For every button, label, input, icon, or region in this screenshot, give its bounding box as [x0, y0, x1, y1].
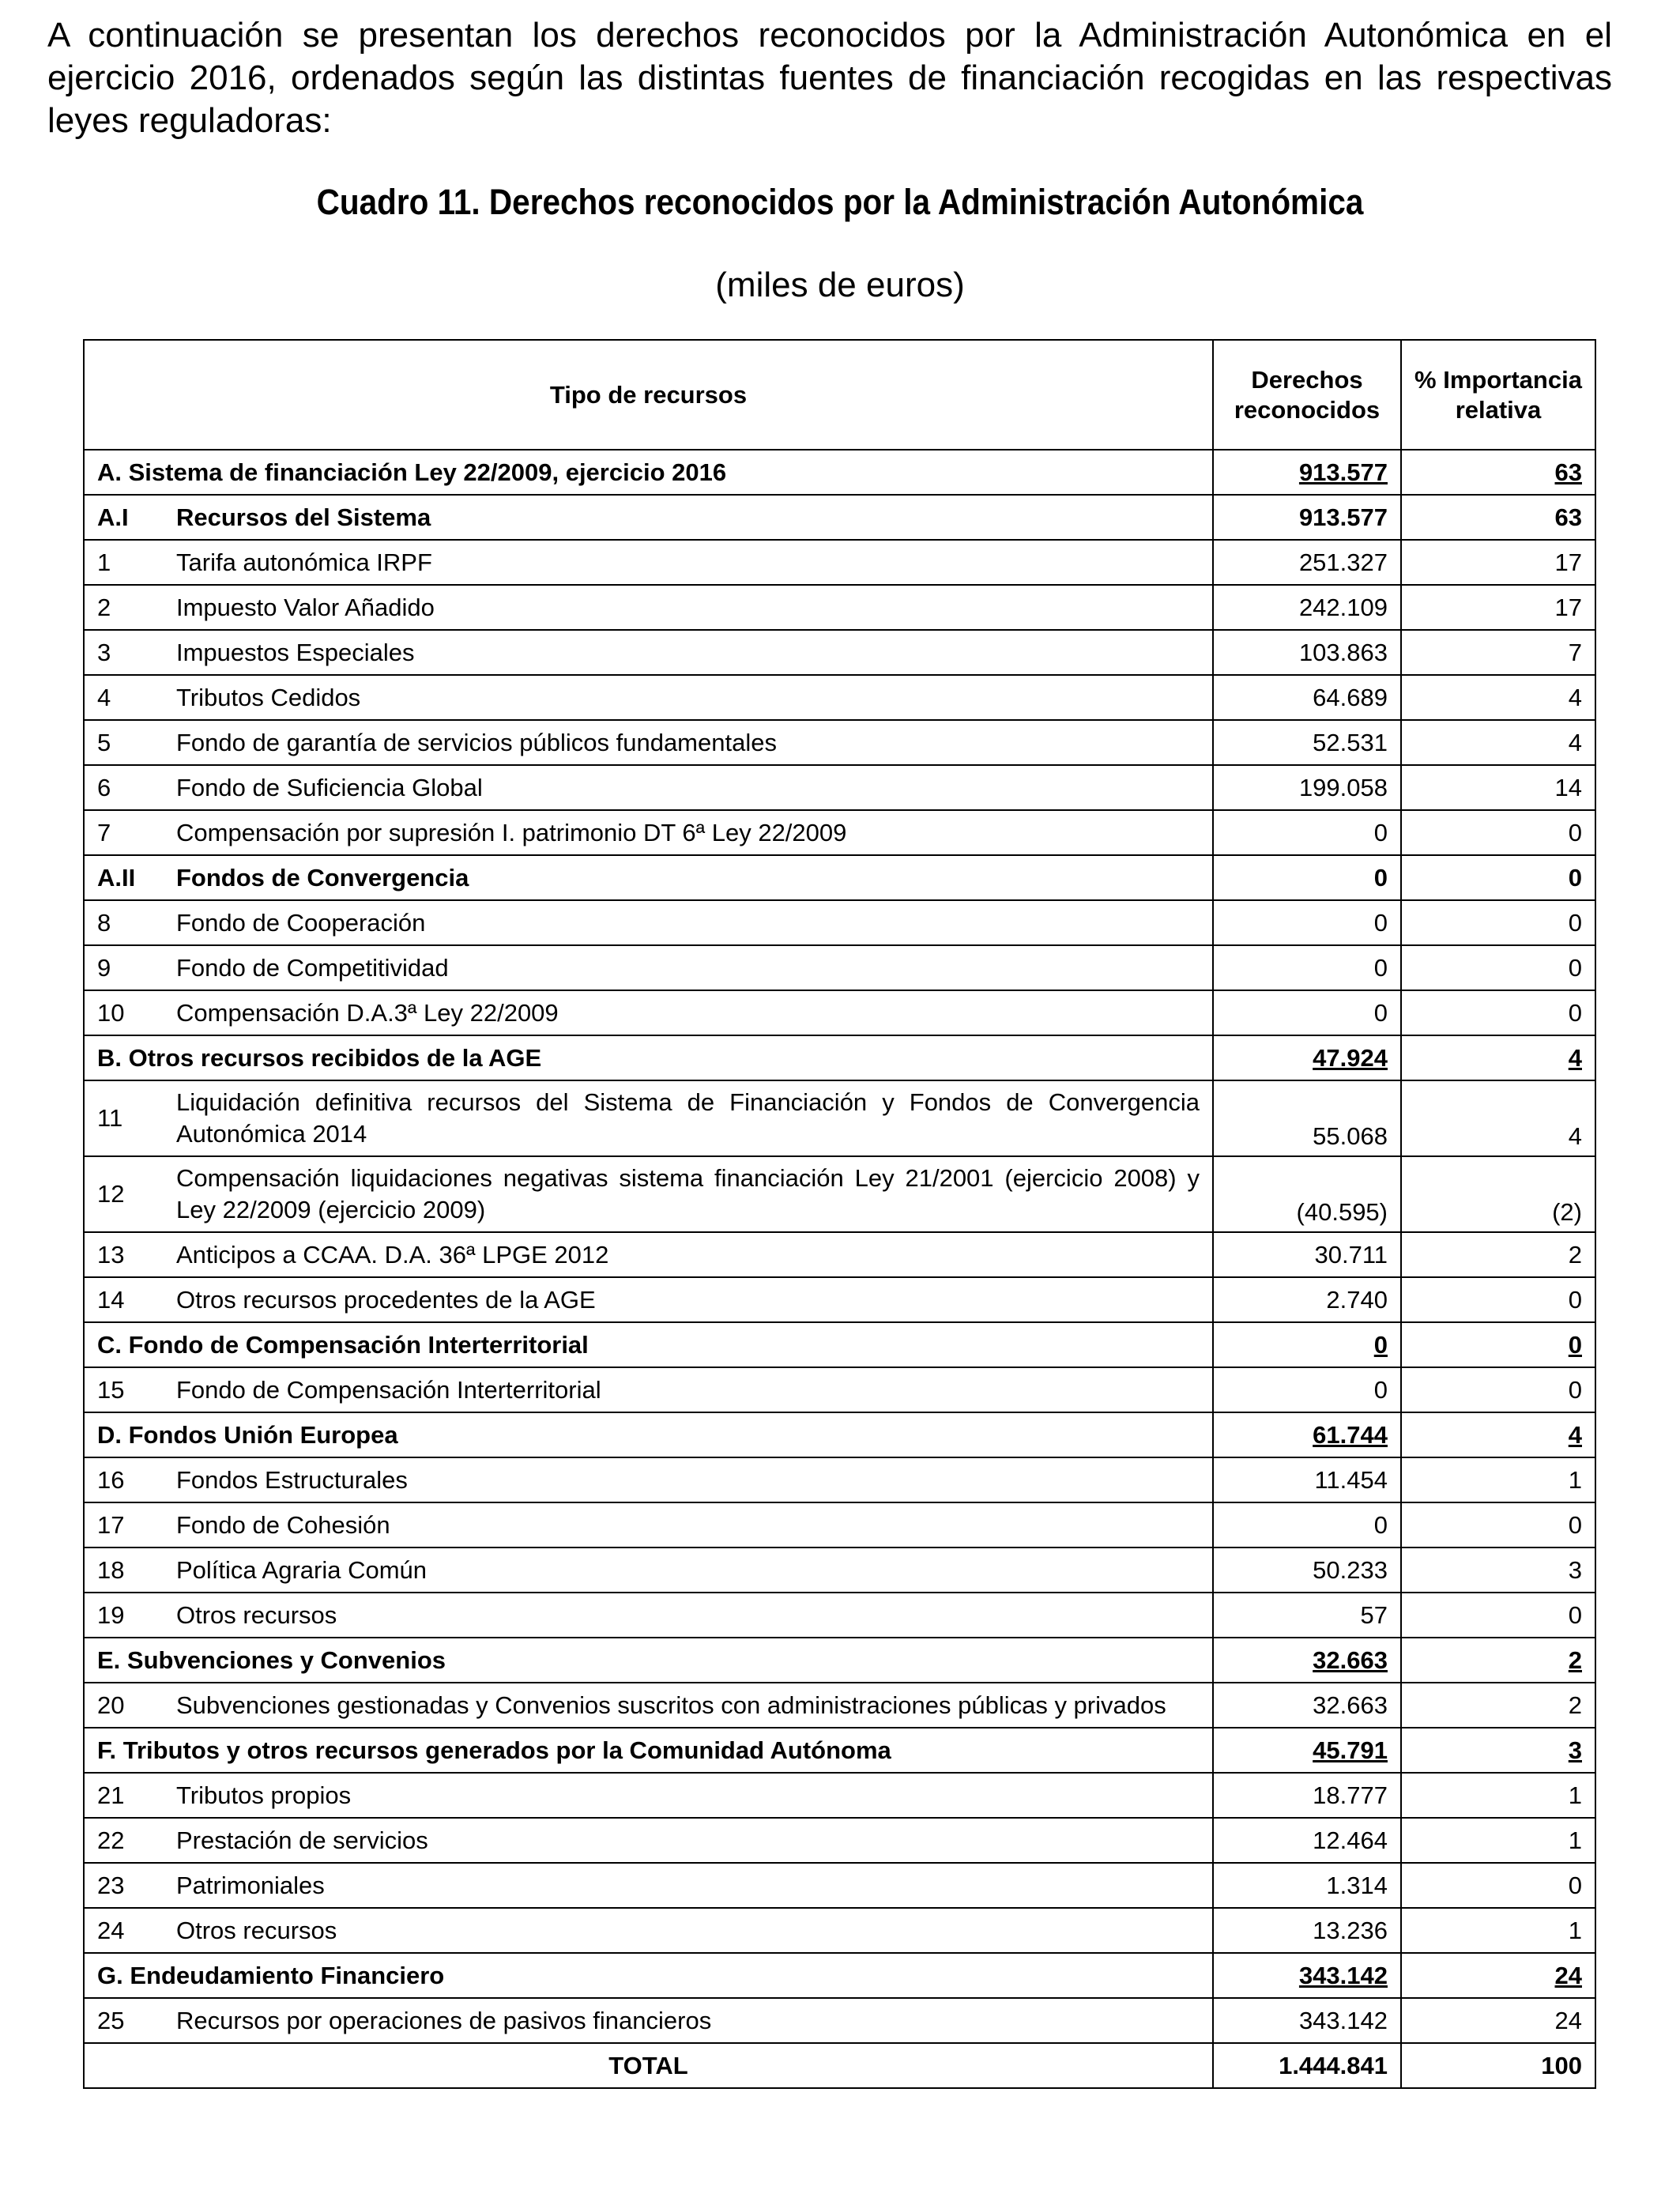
pct-value: 0	[1401, 1863, 1595, 1908]
row-label: Prestación de servicios	[176, 1826, 428, 1854]
row-code: 3	[97, 638, 111, 666]
row-label-cell	[84, 855, 1213, 900]
row-label: Impuestos Especiales	[176, 638, 415, 666]
pct-value: 63	[1401, 450, 1595, 495]
row-label: Otros recursos procedentes de la AGE	[176, 1285, 596, 1314]
pct-value: (2)	[1401, 1156, 1595, 1232]
row-label-cell	[84, 1080, 1213, 1156]
row-code: 13	[97, 1240, 125, 1269]
row-code: A.I	[97, 503, 129, 531]
row-label-cell	[84, 540, 1213, 585]
derechos-value: 52.531	[1213, 720, 1401, 765]
row-label-cell	[84, 1547, 1213, 1593]
row-label-cell	[84, 720, 1213, 765]
pct-value: 0	[1401, 1367, 1595, 1412]
section-label: A. Sistema de financiación Ley 22/2009, ejercicio 2016	[97, 458, 727, 486]
pct-value: 1	[1401, 1908, 1595, 1953]
pct-value: 2	[1401, 1638, 1595, 1683]
table-row	[84, 945, 1595, 990]
table-row	[84, 1367, 1595, 1412]
row-label: Compensación por supresión I. patrimonio DT 6ª Ley 22/2009	[176, 818, 847, 846]
header-derechos: Derechos reconocidos	[1213, 340, 1401, 450]
table-title: Cuadro 11. Derechos reconocidos por la Administración Autonómica	[316, 182, 1364, 222]
table-row	[84, 450, 1595, 495]
row-label: Fondo de garantía de servicios públicos fundamentales	[176, 728, 777, 756]
row-label-cell	[84, 585, 1213, 630]
row-code: 18	[97, 1555, 125, 1584]
pct-value: 4	[1401, 1080, 1595, 1156]
row-label-cell	[84, 1412, 1213, 1457]
row-label: Fondo de Suficiencia Global	[176, 773, 483, 801]
pct-value: 14	[1401, 765, 1595, 810]
row-label: Política Agraria Común	[176, 1555, 428, 1584]
table-row	[84, 1035, 1595, 1080]
table-row	[84, 1998, 1595, 2043]
row-label-cell	[84, 945, 1213, 990]
table-row	[84, 1156, 1595, 1232]
intro-paragraph: A continuación se presentan los derechos reconocidos por la Administración Autonómica en el ejercicio 2016, ordenados según las distintas fuentes de financiación recogidas en las respectivas leyes reguladoras:	[47, 16, 1612, 140]
derechos-value: 11.454	[1213, 1457, 1401, 1502]
pct-value: 4	[1401, 720, 1595, 765]
pct-value: 63	[1401, 495, 1595, 540]
pct-value: 4	[1401, 1412, 1595, 1457]
row-label: Otros recursos	[176, 1916, 337, 1944]
pct-value: 0	[1401, 1322, 1595, 1367]
row-label: Otros recursos	[176, 1600, 337, 1629]
pct-value: 1	[1401, 1457, 1595, 1502]
row-code: 19	[97, 1600, 125, 1629]
row-code: 14	[97, 1285, 125, 1314]
derechos-value: 18.777	[1213, 1773, 1401, 1818]
row-code: 9	[97, 953, 111, 982]
derechos-value: (40.595)	[1213, 1156, 1401, 1232]
pct-value: 1	[1401, 1818, 1595, 1863]
pct-value: 4	[1401, 1035, 1595, 1080]
row-label-cell	[84, 630, 1213, 675]
row-label-cell	[84, 810, 1213, 855]
table-row	[84, 1322, 1595, 1367]
total-value: 1.444.841	[1213, 2043, 1401, 2088]
table-row	[84, 900, 1595, 945]
row-label-cell	[84, 1457, 1213, 1502]
pct-value: 0	[1401, 990, 1595, 1035]
pct-value: 0	[1401, 810, 1595, 855]
table-row	[84, 1232, 1595, 1277]
pct-value: 17	[1401, 585, 1595, 630]
row-label-cell	[84, 1863, 1213, 1908]
row-label: Fondo de Competitividad	[176, 953, 449, 982]
pct-value: 0	[1401, 1502, 1595, 1547]
derechos-value: 0	[1213, 990, 1401, 1035]
row-label-cell	[84, 1232, 1213, 1277]
derechos-value: 13.236	[1213, 1908, 1401, 1953]
section-label: E. Subvenciones y Convenios	[97, 1646, 446, 1674]
row-code: 20	[97, 1691, 125, 1719]
table-row	[84, 720, 1595, 765]
derechos-value: 0	[1213, 810, 1401, 855]
row-code: 15	[97, 1375, 125, 1404]
row-label-cell	[84, 765, 1213, 810]
row-label: Liquidación definitiva recursos del Sistema de Financiación y Fondos de Convergencia Autonómica 2014	[176, 1088, 1200, 1148]
row-label: Fondos de Convergencia	[176, 863, 469, 892]
section-label: F. Tributos y otros recursos generados por la Comunidad Autónoma	[97, 1736, 891, 1764]
row-label-cell	[84, 1773, 1213, 1818]
table-row	[84, 1080, 1595, 1156]
row-label: Recursos por operaciones de pasivos financieros	[176, 2006, 712, 2034]
row-code: 11	[97, 1104, 123, 1132]
row-code: 16	[97, 1465, 125, 1494]
row-code: 7	[97, 818, 111, 846]
table-row	[84, 540, 1595, 585]
pct-value: 24	[1401, 1998, 1595, 2043]
row-label: Recursos del Sistema	[176, 503, 431, 531]
table-row	[84, 1412, 1595, 1457]
table-row	[84, 1547, 1595, 1593]
derechos-value: 57	[1213, 1593, 1401, 1638]
row-label-cell	[84, 1035, 1213, 1080]
table-row	[84, 810, 1595, 855]
row-label-cell	[84, 1728, 1213, 1773]
section-label: C. Fondo de Compensación Interterritorial	[97, 1330, 589, 1359]
pct-value: 0	[1401, 855, 1595, 900]
table-row	[84, 1773, 1595, 1818]
row-code: 6	[97, 773, 111, 801]
table-row	[84, 1953, 1595, 1998]
table-row	[84, 1818, 1595, 1863]
row-label-cell	[84, 990, 1213, 1035]
row-label: Fondos Estructurales	[176, 1465, 408, 1494]
table-row	[84, 990, 1595, 1035]
derechos-value: 32.663	[1213, 1683, 1401, 1728]
row-code: 1	[97, 548, 111, 576]
row-code: 23	[97, 1871, 125, 1899]
pct-value: 24	[1401, 1953, 1595, 1998]
row-label: Tributos Cedidos	[176, 683, 361, 711]
header-pct: % Importancia relativa	[1401, 340, 1595, 450]
derechos-value: 30.711	[1213, 1232, 1401, 1277]
derechos-table	[83, 339, 1596, 2089]
derechos-value: 32.663	[1213, 1638, 1401, 1683]
derechos-value: 0	[1213, 855, 1401, 900]
derechos-value: 343.142	[1213, 1953, 1401, 1998]
row-label-cell	[84, 1277, 1213, 1322]
pct-value: 0	[1401, 900, 1595, 945]
row-label: Impuesto Valor Añadido	[176, 593, 435, 621]
derechos-value: 343.142	[1213, 1998, 1401, 2043]
row-label: Fondo de Compensación Interterritorial	[176, 1375, 601, 1404]
row-code: 4	[97, 683, 111, 711]
derechos-value: 0	[1213, 1367, 1401, 1412]
row-label-cell	[84, 1908, 1213, 1953]
derechos-value: 61.744	[1213, 1412, 1401, 1457]
row-label: Compensación liquidaciones negativas sistema financiación Ley 21/2001 (ejercicio 2008) y Ley 22/2009 (ejercicio 2009)	[176, 1164, 1200, 1223]
row-label-cell	[84, 1998, 1213, 2043]
derechos-value: 12.464	[1213, 1818, 1401, 1863]
derechos-value: 55.068	[1213, 1080, 1401, 1156]
table-row	[84, 630, 1595, 675]
row-label-cell	[84, 1818, 1213, 1863]
row-code: 25	[97, 2006, 125, 2034]
header-tipo: Tipo de recursos	[84, 340, 1213, 450]
pct-value: 0	[1401, 1593, 1595, 1638]
row-label: Fondo de Cohesión	[176, 1510, 390, 1539]
row-code: A.II	[97, 863, 136, 892]
row-label-cell	[84, 1638, 1213, 1683]
table-body	[84, 450, 1595, 2088]
units-caption: (miles de euros)	[715, 266, 965, 304]
pct-value: 0	[1401, 945, 1595, 990]
pct-value: 4	[1401, 675, 1595, 720]
row-label-cell	[84, 1367, 1213, 1412]
derechos-value: 0	[1213, 945, 1401, 990]
table-row	[84, 1277, 1595, 1322]
table-row	[84, 585, 1595, 630]
pct-value: 2	[1401, 1683, 1595, 1728]
derechos-value: 0	[1213, 1502, 1401, 1547]
table-row	[84, 855, 1595, 900]
row-label-cell	[84, 1593, 1213, 1638]
derechos-value: 0	[1213, 1322, 1401, 1367]
table-header-row	[84, 340, 1595, 450]
pct-value: 3	[1401, 1547, 1595, 1593]
table-row	[84, 1593, 1595, 1638]
derechos-value: 45.791	[1213, 1728, 1401, 1773]
row-label-cell	[84, 675, 1213, 720]
derechos-value: 47.924	[1213, 1035, 1401, 1080]
pct-value: 2	[1401, 1232, 1595, 1277]
row-code: 17	[97, 1510, 125, 1539]
total-pct: 100	[1401, 2043, 1595, 2088]
derechos-value: 103.863	[1213, 630, 1401, 675]
table-row	[84, 765, 1595, 810]
derechos-value: 251.327	[1213, 540, 1401, 585]
derechos-value: 913.577	[1213, 450, 1401, 495]
total-row	[84, 2043, 1595, 2088]
pct-value: 17	[1401, 540, 1595, 585]
row-code: 24	[97, 1916, 125, 1944]
row-label: Subvenciones gestionadas y Convenios suscritos con administraciones públicas y privados	[176, 1691, 1166, 1719]
total-label: TOTAL	[84, 2043, 1213, 2088]
derechos-value: 1.314	[1213, 1863, 1401, 1908]
row-label-cell	[84, 1502, 1213, 1547]
table-row	[84, 1683, 1595, 1728]
section-label: B. Otros recursos recibidos de la AGE	[97, 1043, 542, 1072]
derechos-value: 199.058	[1213, 765, 1401, 810]
derechos-value: 2.740	[1213, 1277, 1401, 1322]
row-label-cell	[84, 450, 1213, 495]
pct-value: 7	[1401, 630, 1595, 675]
derechos-value: 242.109	[1213, 585, 1401, 630]
row-label: Compensación D.A.3ª Ley 22/2009	[176, 998, 559, 1027]
row-label-cell	[84, 1953, 1213, 1998]
table-row	[84, 495, 1595, 540]
table-row	[84, 1457, 1595, 1502]
table-row	[84, 1908, 1595, 1953]
row-label-cell	[84, 1683, 1213, 1728]
row-label: Anticipos a CCAA. D.A. 36ª LPGE 2012	[176, 1240, 609, 1269]
table-row	[84, 1502, 1595, 1547]
row-label: Tarifa autonómica IRPF	[176, 548, 432, 576]
row-code: 10	[97, 998, 125, 1027]
pct-value: 1	[1401, 1773, 1595, 1818]
table-row	[84, 1863, 1595, 1908]
row-label-cell	[84, 1156, 1213, 1232]
pct-value: 3	[1401, 1728, 1595, 1773]
section-label: G. Endeudamiento Financiero	[97, 1961, 445, 1989]
table-row	[84, 1638, 1595, 1683]
derechos-value: 0	[1213, 900, 1401, 945]
derechos-value: 50.233	[1213, 1547, 1401, 1593]
table-row	[84, 1728, 1595, 1773]
row-code: 2	[97, 593, 111, 621]
row-code: 22	[97, 1826, 125, 1854]
section-label: D. Fondos Unión Europea	[97, 1420, 398, 1449]
row-code: 5	[97, 728, 111, 756]
row-label-cell	[84, 495, 1213, 540]
row-label: Tributos propios	[176, 1781, 352, 1809]
row-label: Fondo de Cooperación	[176, 908, 426, 937]
row-label: Patrimoniales	[176, 1871, 325, 1899]
derechos-value: 64.689	[1213, 675, 1401, 720]
row-code: 8	[97, 908, 111, 937]
row-code: 12	[97, 1180, 125, 1208]
row-code: 21	[97, 1781, 125, 1809]
row-label-cell	[84, 1322, 1213, 1367]
row-label-cell	[84, 900, 1213, 945]
table-row	[84, 675, 1595, 720]
pct-value: 0	[1401, 1277, 1595, 1322]
derechos-value: 913.577	[1213, 495, 1401, 540]
